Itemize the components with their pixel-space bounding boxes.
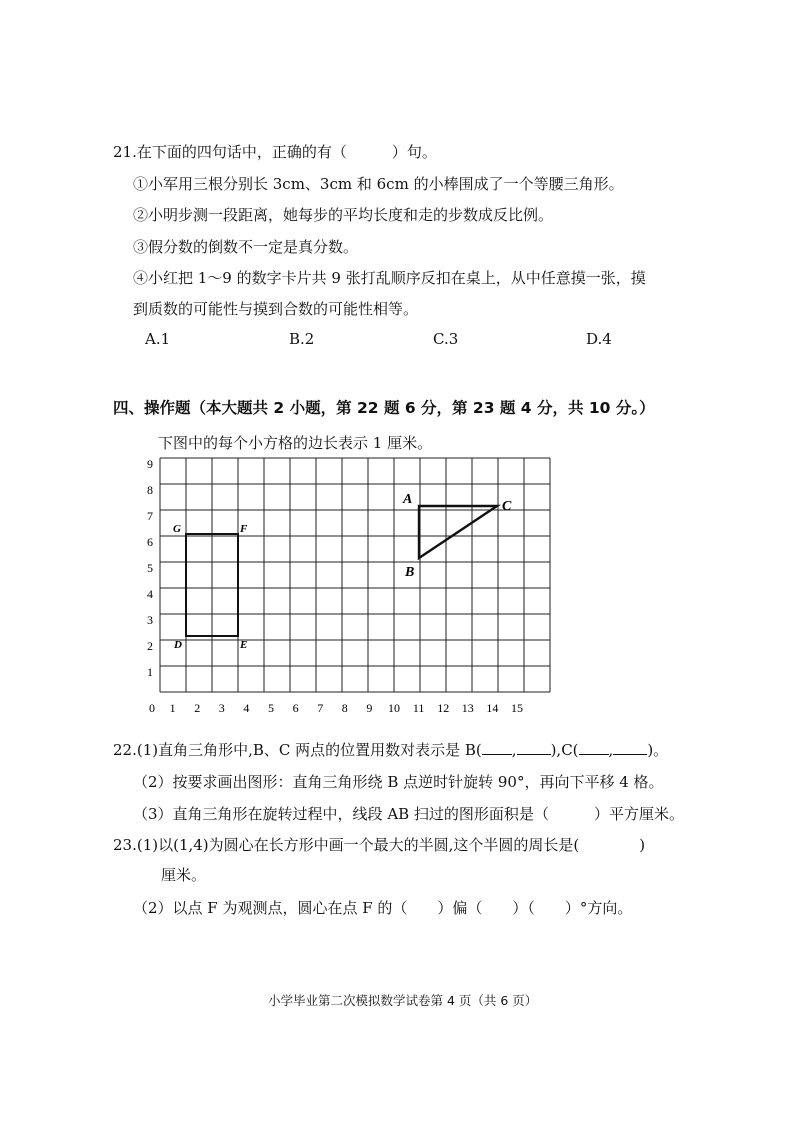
grid-lines	[160, 458, 550, 692]
y-axis-ticks	[147, 457, 153, 679]
x-axis-ticks	[149, 701, 523, 715]
x-tick-label: 13	[461, 701, 474, 715]
y-tick-label: 6	[147, 535, 153, 549]
answer-blank-c-x[interactable]	[579, 740, 609, 755]
q22-comma-1: ,	[511, 741, 517, 759]
x-tick-label: 7	[317, 701, 324, 715]
x-tick-label: 0	[149, 701, 155, 715]
x-tick-label: 6	[292, 701, 299, 715]
x-tick-label: 14	[486, 701, 499, 715]
section-heading: 四、操作题（本大题共 2 小题，第 22 题 6 分，第 23 题 4 分，共 10 分。）	[113, 399, 655, 417]
y-tick-label: 5	[147, 561, 153, 575]
answer-blank-b-y[interactable]	[517, 740, 551, 755]
y-tick-label: 7	[147, 509, 153, 523]
q23-line-1b: 厘米。	[161, 866, 207, 884]
q21-option-b: B.2	[289, 330, 315, 348]
y-tick-label: 1	[147, 665, 153, 679]
page-footer: 小学毕业第二次模拟数学试卷第 4 页（共 6 页）	[268, 993, 538, 1008]
q22-comma-2: ,	[608, 741, 614, 759]
x-tick-label: 10	[388, 701, 400, 715]
figure-intro: 下图中的每个小方格的边长表示 1 厘米。	[158, 434, 433, 452]
y-tick-label: 3	[147, 613, 153, 627]
grid-figure	[140, 448, 570, 720]
point-label-a: A	[403, 492, 413, 507]
x-tick-label: 15	[511, 701, 523, 715]
point-label-f: F	[240, 523, 248, 535]
point-label-d: D	[174, 639, 182, 651]
y-tick-label: 2	[147, 639, 153, 653]
point-label-e: E	[240, 639, 248, 651]
q21-stem: 21.在下面的四句话中，正确的有（ ）句。	[113, 143, 437, 161]
x-tick-label: 4	[243, 701, 250, 715]
point-label-c: C	[502, 499, 512, 514]
q21-option-c: C.3	[433, 330, 459, 348]
q22-line-1	[113, 739, 668, 760]
y-tick-label: 8	[147, 483, 153, 497]
x-tick-label: 2	[194, 701, 201, 715]
q21-item-1: ①小军用三根分别长 3cm、3cm 和 6cm 的小棒围成了一个等腰三角形。	[133, 175, 624, 193]
x-tick-label: 1	[169, 701, 176, 715]
x-tick-label: 3	[218, 701, 225, 715]
q23-line-2: （2）以点 F 为观测点，圆心在点 F 的（ ）偏（ ）（ ）°方向。	[133, 899, 633, 917]
answer-blank-c-y[interactable]	[613, 740, 647, 755]
q21-item-4: ④小红把 1～9 的数字卡片共 9 张打乱顺序反扣在桌上，从中任意摸一张，摸	[133, 269, 646, 287]
q21-item-3: ③假分数的倒数不一定是真分数。	[133, 238, 359, 256]
x-tick-label: 5	[268, 701, 274, 715]
q22-line-1-prefix: 22.(1)直角三角形中,B、C 两点的位置用数对表示是 B(	[113, 741, 482, 759]
y-tick-label: 9	[147, 457, 153, 471]
point-label-b: B	[405, 565, 415, 580]
q21-item-4-cont: 到质数的可能性与摸到合数的可能性相等。	[133, 300, 419, 318]
q21-option-a: A.1	[145, 330, 171, 348]
q22-line-3: （3）直角三角形在旋转过程中，线段 AB 扫过的图形面积是（ ）平方厘米。	[133, 805, 684, 823]
q22-end: )。	[647, 741, 669, 759]
answer-blank-b-x[interactable]	[482, 740, 512, 755]
right-triangle-abc	[419, 506, 497, 558]
x-tick-label: 9	[366, 701, 373, 715]
x-tick-label: 12	[437, 701, 450, 715]
point-label-g: G	[173, 523, 181, 535]
x-tick-label: 11	[412, 701, 425, 715]
q22-mid: ),C(	[550, 741, 579, 759]
q22-line-2: （2）按要求画出图形：直角三角形绕 B 点逆时针旋转 90°，再向下平移 4 格。	[133, 773, 664, 791]
x-tick-label: 8	[341, 701, 348, 715]
q23-line-1: 23.(1)以(1,4)为圆心在长方形中画一个最大的半圆,这个半圆的周长是( )	[113, 836, 646, 854]
q21-option-d: D.4	[586, 330, 612, 348]
y-tick-label: 4	[147, 587, 153, 601]
q21-item-2: ②小明步测一段距离，她每步的平均长度和走的步数成反比例。	[133, 206, 554, 224]
